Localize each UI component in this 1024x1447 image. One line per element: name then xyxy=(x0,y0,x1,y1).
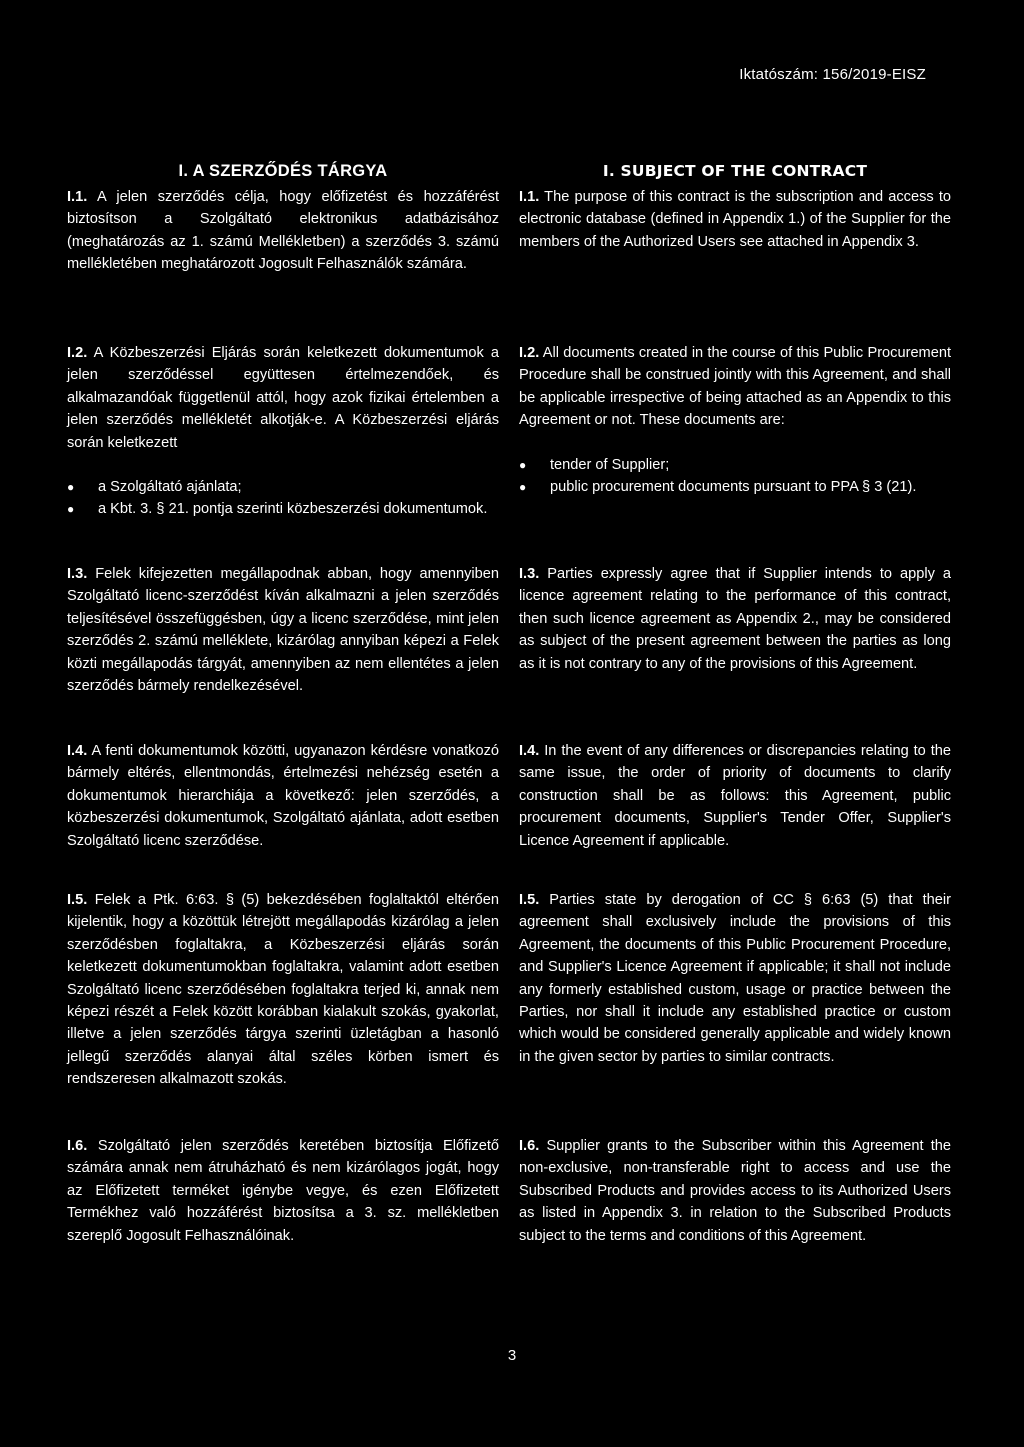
clause-text: Felek kifejezetten megállapodnak abban, hogy amennyiben Szolgáltató licenc-szerződést kíván alkalmazni a jelen szerződés teljesítésével összefüggésben, úgy a licenc szerződése, mint jelen szerződés 2. számú melléklete, kizárólag annyiban képezi a Felek közti megállapodás tárgyát, amennyiben az nem ellentétes a jelen szerződés bármely rendelkezésével. xyxy=(67,566,499,695)
clause-text: Szolgáltató jelen szerződés keretében biztosítja Előfizető számára annak nem átruházható és nem kizárólagos jogát, hogy az Előfizetett terméket igénybe vegye, és ezen Előfizetett Termékhez való hozzáférést biztosítsa a 3. sz. mellékletben szereplő Jogosult Felhasználóinak. xyxy=(67,1138,499,1244)
clause-1-4-en xyxy=(519,740,951,852)
clause-text: A jelen szerződés célja, hogy előfizetést és hozzáférést biztosítson a Szolgáltató elektronikus adatbázisához (meghatározás az 1. számú Mellékletben) a szerződés 3. számú mellékletében meghatározott Jogosult Felhasználók számára. xyxy=(67,189,500,273)
clause-1-1-en xyxy=(519,186,951,253)
clause-number: I.3. xyxy=(67,566,88,582)
clause-text: Parties state by derogation of CC § 6:63 (5) that their agreement shall exclusively include the provisions of this Agreement, the documents of this Public Procurement Procedure, and Supplier's Licence Agreement if applicable; it shall not include any formerly established custom, usage or practice between the Parties, nor shall it include any established practice or custom which would be considered generally applicable and widely known in the given sector by parties to similar contracts. xyxy=(519,892,951,1065)
clause-text: Supplier grants to the Subscriber within this Agreement the non-exclusive, non-transferable right to access and use the Subscribed Products and provides access to its Authorized Users as listed in Appendix 3. in relation to the Subscribed Products subject to the terms and conditions of this Agreement. xyxy=(519,1138,951,1244)
clause-number: I.5. xyxy=(519,892,540,908)
bullet-list xyxy=(67,476,499,521)
clause-1-3-hu xyxy=(67,563,499,697)
clause-1-5-hu xyxy=(67,889,499,1091)
clause-text: All documents created in the course of this Public Procurement Procedure shall be construed jointly with this Agreement, and shall be applicable irrespective of being attached as an Appendix to this Agreement or not. These documents are: xyxy=(519,345,952,429)
clause-1-5-en xyxy=(519,889,951,1068)
clause-text: Parties expressly agree that if Supplier intends to apply a licence agreement relating to the performance of this contract, then such licence agreement as Appendix 2., may be considered as subject of the present agreement between the parties as long as it is not contrary to any of the provisions of this Agreement. xyxy=(519,566,951,672)
clause-number: I.2. xyxy=(67,345,88,361)
clause-number: I.6. xyxy=(519,1138,540,1154)
bullet-list xyxy=(519,454,951,499)
clause-number: I.1. xyxy=(519,189,540,205)
clause-number: I.4. xyxy=(67,743,88,759)
clause-number: I.4. xyxy=(519,743,540,759)
list-item: ● a Kbt. 3. § 21. pontja szerinti közbeszerzési dokumentumok. xyxy=(67,501,488,518)
clause-text: In the event of any differences or discrepancies relating to the same issue, the order of priority of documents to clarify construction shall be as follows: this Agreement, public procurement documents, Supplier's Tender Offer, Supplier's Licence Agreement if applicable. xyxy=(519,743,951,849)
page-number: 3 xyxy=(507,1347,517,1364)
section-heading-en: I. SUBJECT OF THE CONTRACT xyxy=(602,162,868,180)
clause-1-4-hu xyxy=(67,740,499,852)
clause-1-3-en xyxy=(519,563,951,675)
clause-text: The purpose of this contract is the subscription and access to electronic database (defined in Appendix 1.) of the Supplier for the members of the Authorized Users see attached in Appendix 3. xyxy=(519,189,951,250)
clause-number: I.3. xyxy=(519,566,540,582)
clause-number: I.6. xyxy=(67,1138,88,1154)
clause-1-6-en xyxy=(519,1135,951,1247)
list-item: ● tender of Supplier; xyxy=(519,456,670,473)
clause-text: Felek a Ptk. 6:63. § (5) bekezdésében foglaltaktól eltérően kijelentik, hogy a közöttük létrejött megállapodás kizárólag a jelen szerződésben foglaltakra, a Közbeszerzési eljárás során keletkezett dokumentumokban foglaltakra, valamint adott esetben Szolgáltató licenc szerződésében foglaltakra terjed ki, annak nem képezi részét a Felek között korábban kialakult szokás, gyakorlat, illetve a jelen szerződés tárgya szerinti üzletágban a hasonló jellegű szerződés alanyai által széles körben ismert és rendszeresen alkalmazott szokás. xyxy=(67,892,499,1088)
clause-number: I.2. xyxy=(519,345,540,361)
reference-number: Iktatószám: 156/2019-EISZ xyxy=(739,66,926,83)
clause-text: A Közbeszerzési Eljárás során keletkezett dokumentumok a jelen szerződéssel együttesen értelmezendőek, és alkalmazandóak függetlenül attól, hogy azok fizikai értelemben a jelen szerződés mellékletét alkotják-e. A Közbeszerzési eljárás során keletkezett xyxy=(67,345,499,451)
english-column xyxy=(519,162,952,1244)
clause-text: A fenti dokumentumok közötti, ugyanazon kérdésre vonatkozó bármely eltérés, ellentmondás, értelmezési nehézség esetén a dokumentumok hierarchiája a következő: jelen szerződés, a közbeszerzési dokumentumok, Szolgáltató ajánlata, adott esetben Szolgáltató licenc szerződése. xyxy=(67,743,499,849)
clause-number: I.1. xyxy=(67,189,88,205)
list-item: ● a Szolgáltató ajánlata; xyxy=(67,479,242,496)
hungarian-column xyxy=(67,162,500,1244)
list-item: ● public procurement documents pursuant to PPA § 3 (21). xyxy=(519,479,917,496)
section-heading-hu: I. A SZERZŐDÉS TÁRGYA xyxy=(178,162,388,180)
clause-1-1-hu xyxy=(67,186,499,276)
clause-1-2-en xyxy=(519,342,951,498)
clause-1-2-hu xyxy=(67,342,499,521)
clause-number: I.5. xyxy=(67,892,88,908)
clause-1-6-hu xyxy=(67,1135,499,1247)
